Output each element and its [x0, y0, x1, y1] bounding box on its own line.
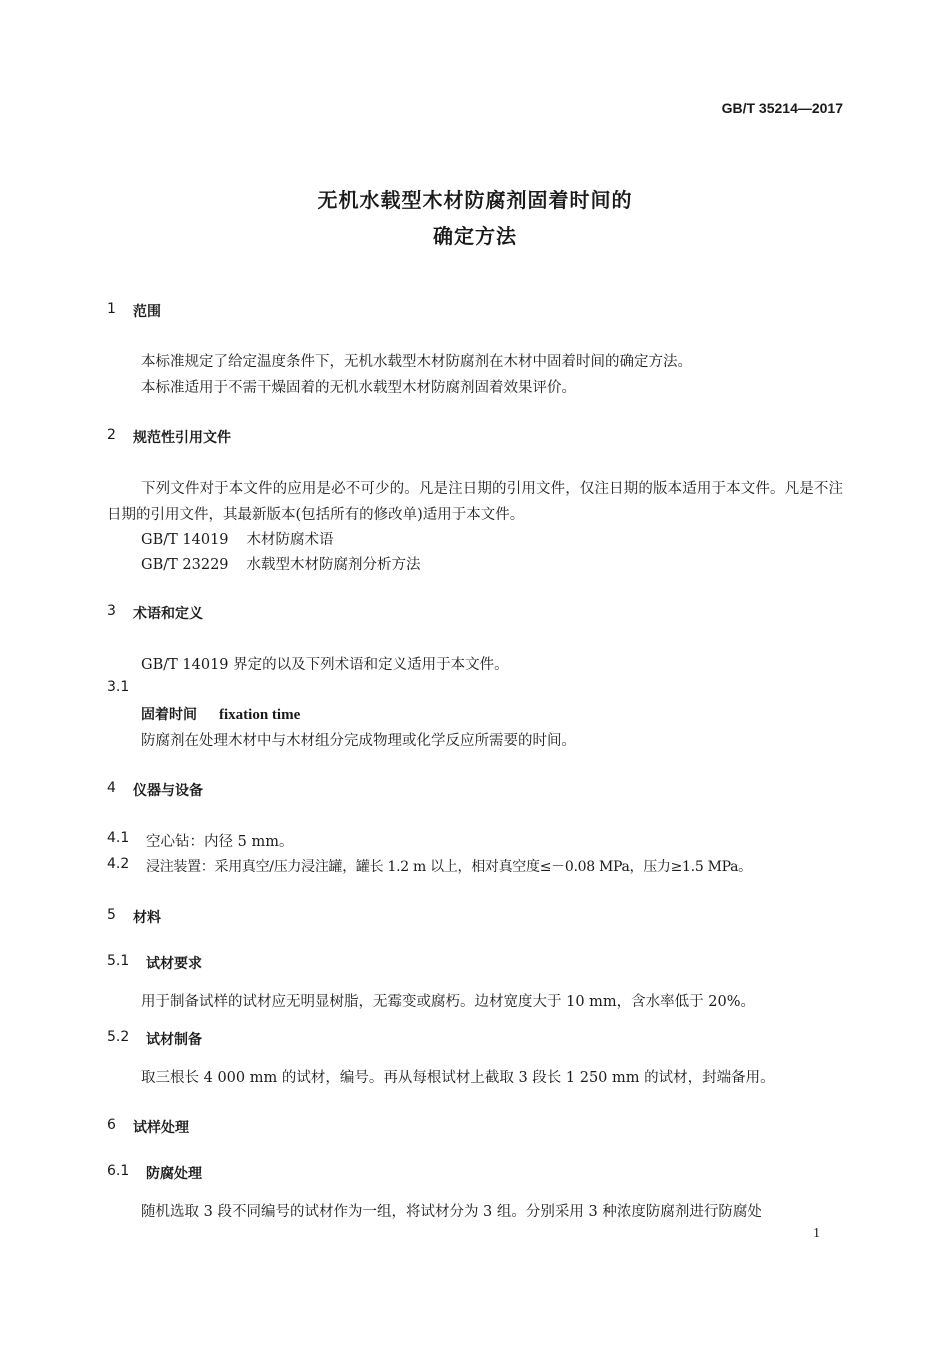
paragraph: GB/T 14019 界定的以及下列术语和定义适用于本文件。 [141, 657, 509, 673]
subsection-number: 4.1 [107, 830, 130, 846]
reference-item [141, 528, 334, 549]
reference-name: 木材防腐术语 [246, 532, 334, 548]
paragraph: 取三根长 4 000 mm 的试材，编号。再从每根试材上截取 3 段长 1 250 mm 的试材，封端备用。 [141, 1070, 775, 1086]
paragraph: 空心钻：内径 5 mm。 [146, 834, 294, 850]
subsection-number: 4.2 [107, 856, 130, 872]
document-title-line2: 确定方法 [433, 224, 517, 248]
section-number: 4 [107, 780, 116, 796]
subsection-number: 3.1 [107, 679, 130, 695]
section-heading: 范围 [133, 304, 161, 320]
section-number: 1 [107, 301, 116, 317]
subsection-number: 6.1 [107, 1163, 130, 1179]
section-heading: 试样处理 [133, 1120, 189, 1136]
paragraph: 随机选取 3 段不同编号的试材作为一组，将试材分为 3 组。分别采用 3 种浓度防腐剂进行防腐处 [141, 1204, 762, 1220]
reference-name: 水载型木材防腐剂分析方法 [246, 557, 421, 573]
document-title-line1: 无机水载型木材防腐剂固着时间的 [317, 188, 633, 212]
section-number: 5 [107, 907, 116, 923]
subsection-number: 5.1 [107, 953, 130, 969]
page-number: 1 [813, 1226, 820, 1241]
reference-code: GB/T 14019 [141, 532, 229, 548]
term-definition: 防腐剂在处理木材中与木材组分完成物理或化学反应所需要的时间。 [141, 733, 576, 749]
subsection-heading: 试材制备 [146, 1032, 202, 1048]
reference-code: GB/T 23229 [141, 557, 229, 573]
paragraph: 本标准规定了给定温度条件下，无机水载型木材防腐剂在木材中固着时间的确定方法。 [141, 354, 692, 370]
subsection-heading: 试材要求 [146, 956, 202, 972]
paragraph: 用于制备试样的试材应无明显树脂，无霉变或腐朽。边材宽度大于 10 mm，含水率低于 20%。 [141, 994, 756, 1010]
section-number: 6 [107, 1117, 116, 1133]
section-number: 3 [107, 603, 116, 619]
subsection-heading: 防腐处理 [146, 1166, 202, 1182]
subsection-number: 5.2 [107, 1029, 130, 1045]
section-heading: 规范性引用文件 [133, 430, 231, 446]
standard-number: GB/T 35214—2017 [721, 100, 843, 116]
section-heading: 术语和定义 [133, 606, 203, 622]
term-entry [141, 704, 300, 724]
paragraph: 下列文件对于本文件的应用是必不可少的。凡是注日期的引用文件，仅注日期的版本适用于本文件。凡是不注日期的引用文件，其最新版本(包括所有的修改单)适用于本文件。 [107, 481, 843, 523]
paragraph: 浸注装置：采用真空/压力浸注罐，罐长 1.2 m 以上，相对真空度≤－0.08 MPa，压力≥1.5 MPa。 [146, 859, 752, 875]
term-english: fixation time [219, 707, 301, 723]
term-chinese: 固着时间 [141, 707, 197, 723]
reference-item [141, 553, 421, 574]
paragraph: 本标准适用于不需干燥固着的无机水载型木材防腐剂固着效果评价。 [141, 380, 576, 396]
section-number: 2 [107, 427, 116, 443]
section-heading: 仪器与设备 [133, 783, 203, 799]
section-heading: 材料 [133, 910, 161, 926]
